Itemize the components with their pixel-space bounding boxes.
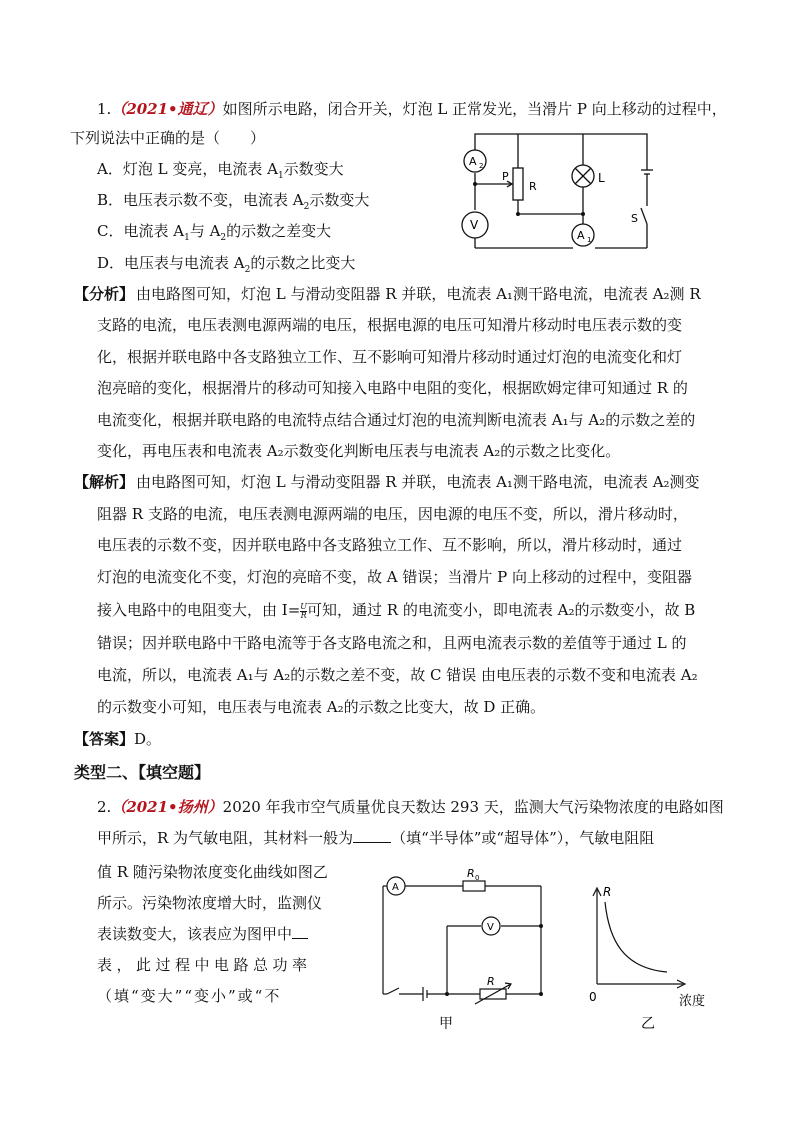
ohm-fraction (300, 603, 307, 620)
analysis-line: 化，根据并联电路中各支路独立工作、互不影响可知滑片移动时通过灯泡的电流变化和灯 (97, 348, 683, 366)
analysis-line: 泡亮暗的变化，根据滑片的移动可知接入电路中电阻的变化，根据欧姆定律可知通过 R 的 (97, 379, 688, 397)
solution-text: 接入电路中的电阻变大，由 I= (97, 601, 301, 619)
v-label: V (470, 218, 479, 232)
q2-left-line (97, 923, 308, 944)
option-c-text: C．电流表 A (97, 222, 185, 240)
l-label: L (598, 171, 605, 185)
a2-label: A (469, 155, 477, 168)
q2-text: 表读数变大，该表应为图甲中 (97, 925, 293, 943)
option-c-tail: 的示数之差变大 (226, 222, 332, 240)
q1-option-b[interactable] (97, 189, 369, 212)
a1-label: A (577, 229, 585, 242)
r-label: R (487, 975, 495, 988)
q2-circuit-diagram (375, 866, 550, 1031)
answer-label: 【答案】 (74, 730, 135, 748)
q1-option-a[interactable] (97, 158, 344, 181)
q2-graph-diagram (583, 880, 723, 1030)
q2-number: 2. (97, 798, 112, 816)
solution-label: 【解析】 (74, 473, 135, 491)
q2-source: （2021•扬州） (111, 798, 223, 816)
q2-line2 (97, 827, 654, 848)
solution-line: 的示数变小可知，电压表与电流表 A₂的示数之比变大，故 D 正确。 (97, 698, 546, 716)
analysis-line: 变化，再电压表和电流表 A₂示数变化判断电压表与电流表 A₂的示数之比变化。 (97, 442, 621, 460)
q2-text: （填“半导体”或“超导体”），气敏电阻阻 (391, 829, 655, 847)
solution-line: 错误；因并联电路中干路电流等于各支路电流之和，且两电流表示数的差值等于通过 L 的 (97, 634, 687, 652)
solution-line: 电压表的示数不变，因并联电路中各支路独立工作、互不影响，所以，滑片移动时，通过 (97, 536, 683, 554)
option-b-text: B．电压表示数不变，电流表 A (97, 191, 304, 209)
q1-stem-line2: 下列说法中正确的是（ ） (70, 129, 266, 147)
q2-text: 2020 年我市空气质量优良天数达 293 天，监测大气污染物浓度的电路如图 (222, 798, 724, 816)
v-label: V (487, 922, 494, 933)
sub: 2 (220, 233, 227, 243)
solution-line: 电流，所以，电流表 A₁与 A₂的示数之差不变，故 C 错误 由电压表的示数不变和电流表 A₂ (97, 666, 698, 684)
option-d-tail: 的示数之比变大 (250, 254, 356, 272)
solution-text: 可知，通过 R 的电流变小，即电流表 A₂的示数变小，故 B (307, 601, 696, 619)
q2-text: 甲所示，R 为气敏电阻，其材料一般为 (97, 829, 354, 847)
p-label: P (502, 170, 509, 183)
solution-line-formula (97, 599, 695, 620)
sub: 2 (303, 202, 310, 212)
q1-source: （2021•通辽） (111, 100, 223, 118)
caption-yi: 乙 (641, 1016, 655, 1030)
graph-y-label: R (603, 885, 612, 899)
frac-num: U (300, 601, 308, 611)
a1-sub: 1 (587, 236, 592, 244)
answer-blank[interactable] (292, 924, 308, 939)
q1-circuit-diagram (455, 128, 665, 250)
r-label: R (529, 180, 537, 193)
sub: 2 (244, 265, 251, 275)
answer-row (74, 728, 161, 749)
s-label: S (631, 212, 638, 225)
solution-line: 由电路图可知，灯泡 L 与滑动变阻器 R 并联，电流表 A₁测干路电流，电流表 A₂测变 (136, 473, 700, 491)
option-b-tail: 示数变大 (309, 191, 370, 209)
a-label: A (392, 882, 399, 893)
q2-left-line: 值 R 随污染物浓度变化曲线如图乙 (97, 863, 328, 881)
analysis-line: 支路的电流，电压表测电源两端的电压，根据电源的电压可知滑片移动时电压表示数的变 (97, 316, 683, 334)
graph-x-label: 浓度 (679, 994, 706, 1009)
answer-value: D。 (134, 730, 162, 748)
sub: 1 (184, 233, 190, 243)
solution-line: 阻器 R 支路的电流，电压表测电源两端的电压，因电源的电压不变，所以，滑片移动时， (97, 505, 688, 523)
q2-left-line: 表，此过程中电路总功率 (97, 956, 312, 974)
section-heading: 类型二、【填空题】 (74, 763, 211, 782)
graph-origin: 0 (589, 990, 597, 1004)
q2-left-line: 所示。污染物浓度增大时，监测仪 (97, 894, 323, 912)
q1-stem-text: 如图所示电路，闭合开关，灯泡 L 正常发光，当滑片 P 向上移动的过程中， (222, 100, 727, 118)
option-a-text: A．灯泡 L 变亮，电流表 A (97, 160, 278, 178)
answer-blank[interactable] (353, 828, 391, 843)
q1-stem-line1 (97, 98, 727, 119)
q2-left-line: （填“变大”“变小”或“不 (97, 987, 282, 1005)
q2-line1 (97, 796, 724, 817)
analysis-label: 【分析】 (74, 285, 135, 303)
caption-jia: 甲 (439, 1016, 453, 1031)
analysis-line: 电流变化，根据并联电路的电流特点结合通过灯泡的电流判断电流表 A₁与 A₂的示数之差的 (97, 411, 696, 429)
solution-line: 灯泡的电流变化不变，灯泡的亮暗不变，故 A 错误；当滑片 P 向上移动的过程中，变阻器 (97, 568, 693, 586)
r0-label: R (467, 867, 475, 880)
q1-option-c[interactable] (97, 220, 331, 243)
option-d-text: D．电压表与电流表 A (97, 254, 245, 272)
q1-option-d[interactable] (97, 252, 355, 275)
r0-sub: 0 (475, 874, 480, 882)
option-a-tail: 示数变大 (283, 160, 344, 178)
analysis-line: 由电路图可知，灯泡 L 与滑动变阻器 R 并联，电流表 A₁测干路电流，电流表 A₂测 R (136, 285, 701, 303)
a2-sub: 2 (479, 162, 484, 170)
frac-den: R (300, 610, 307, 620)
option-c-mid: 与 A (189, 222, 221, 240)
sub: 1 (277, 171, 284, 181)
q1-number: 1. (97, 100, 112, 118)
